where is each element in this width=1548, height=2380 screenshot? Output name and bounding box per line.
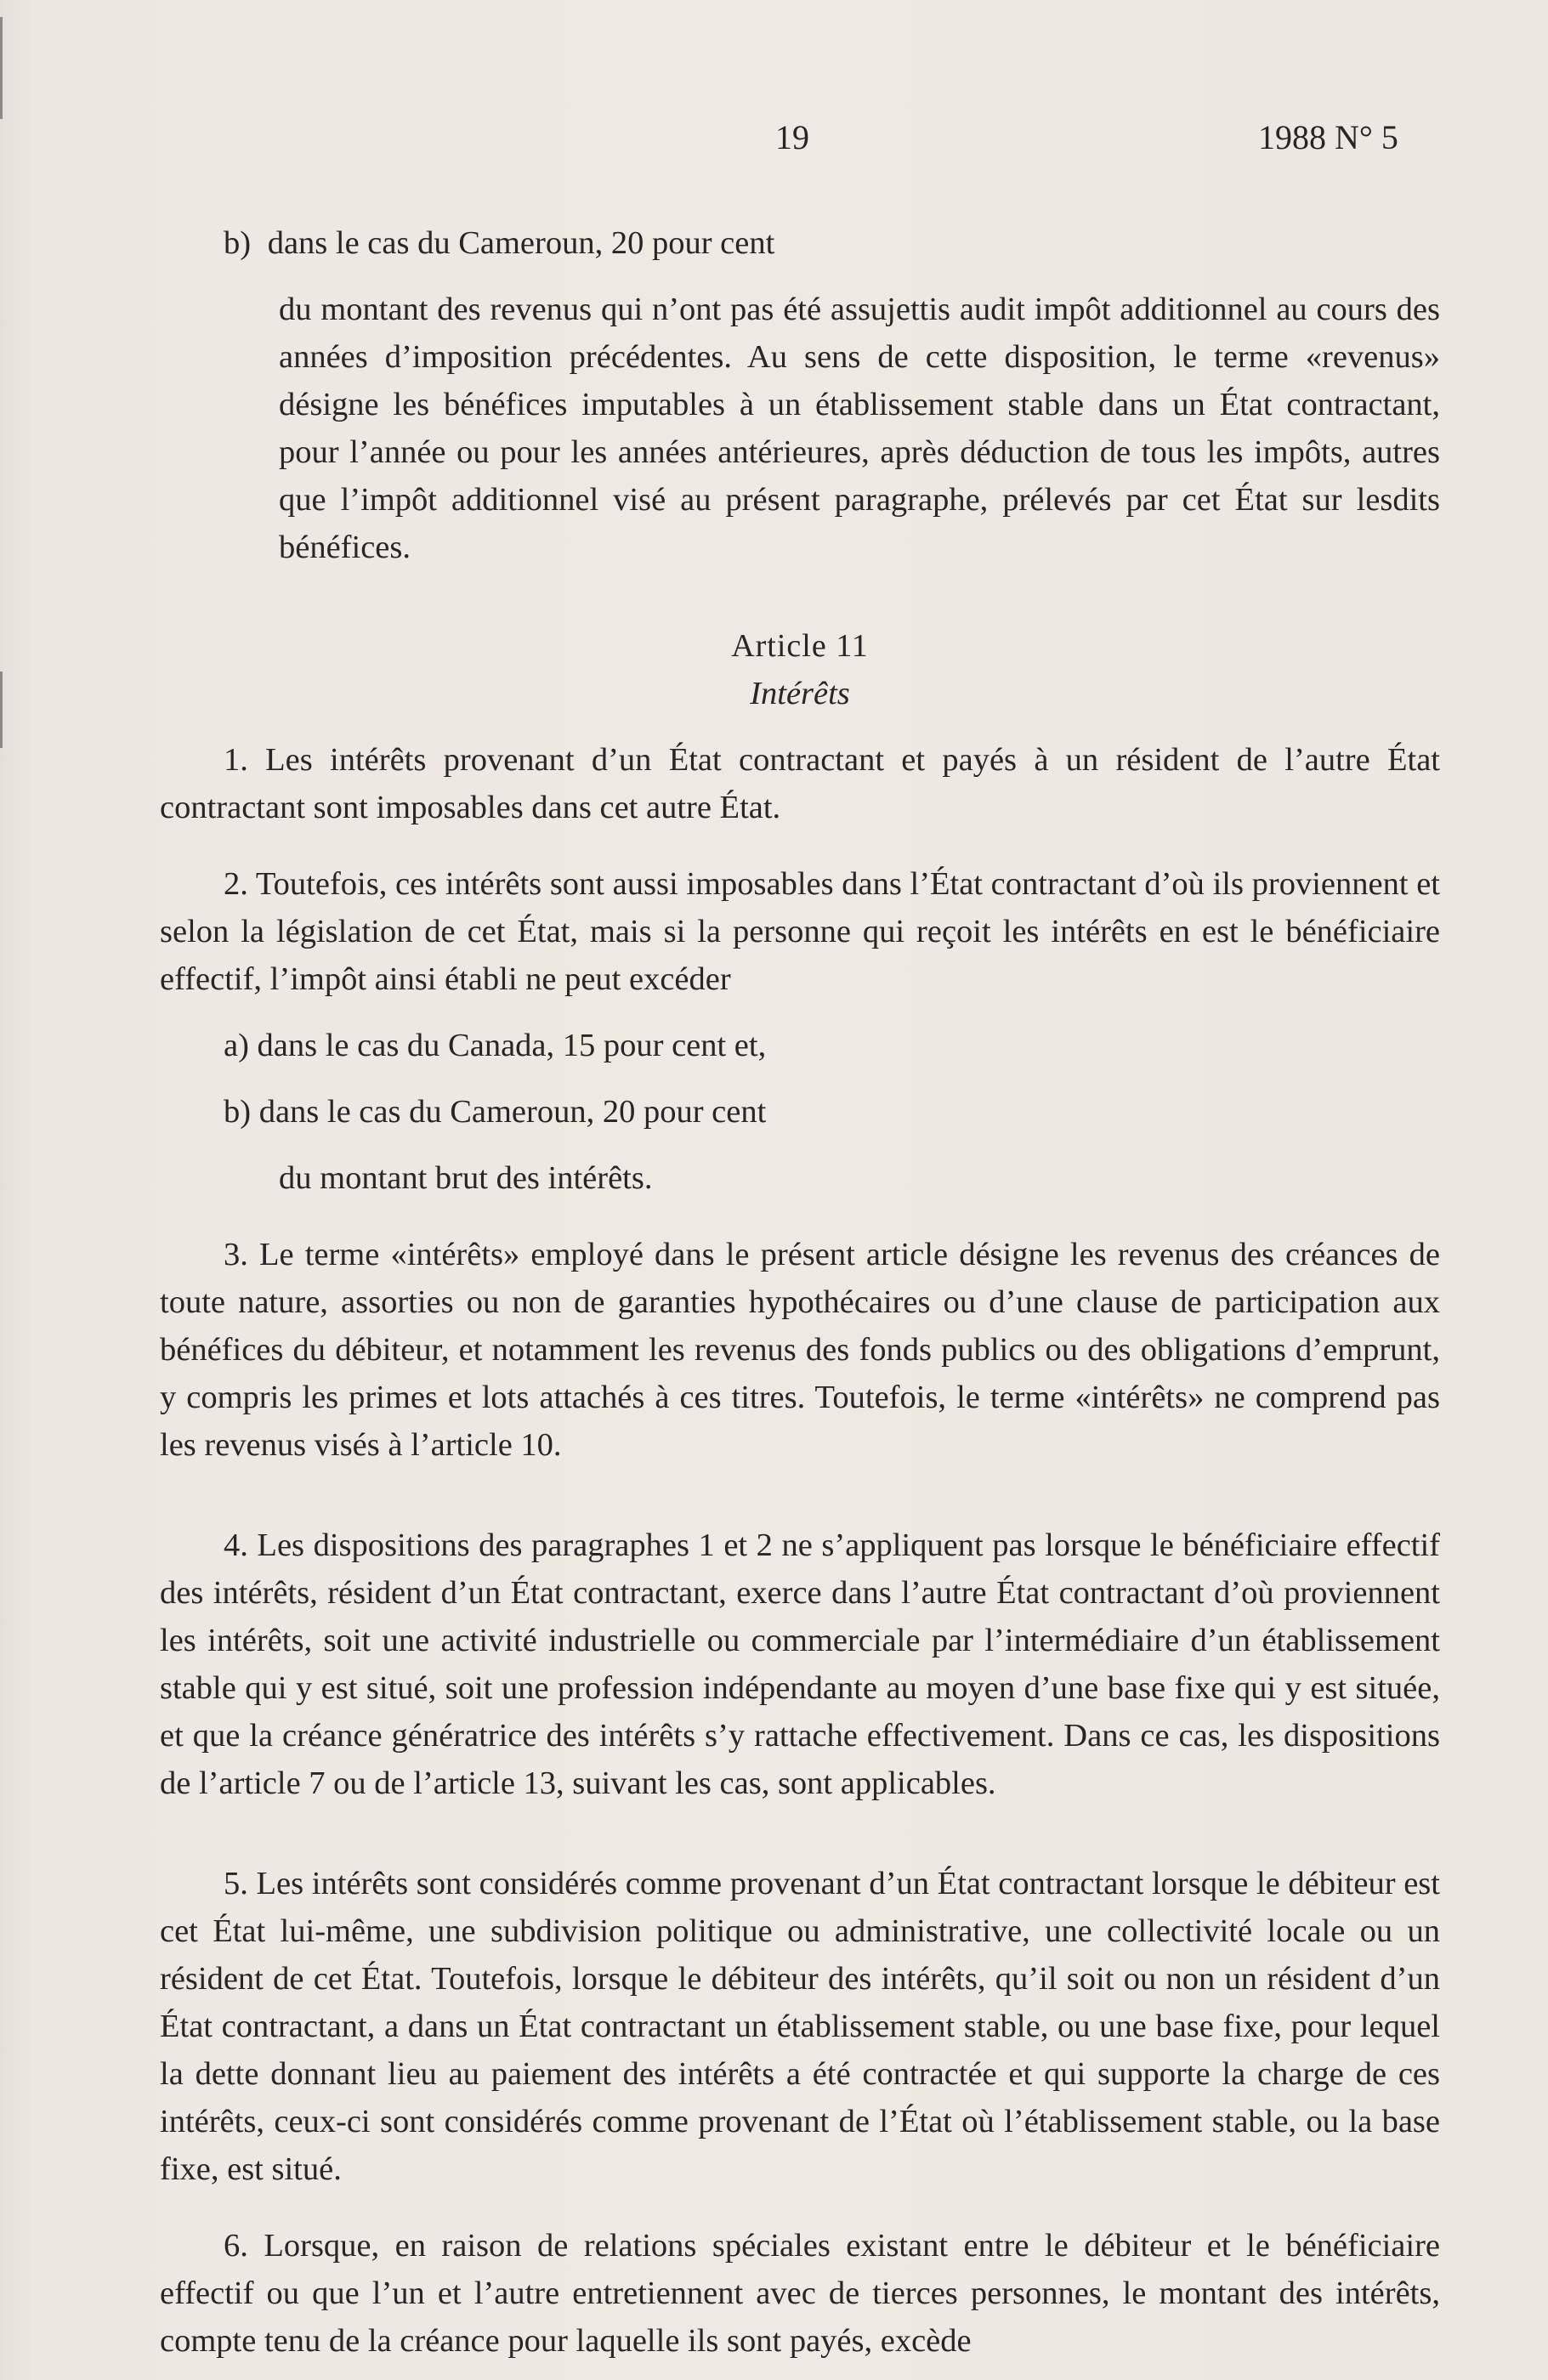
page-number: 19 bbox=[775, 118, 809, 156]
item-label: b) bbox=[224, 225, 252, 261]
paragraph-3: 3. Le terme «intérêts» employé dans le présent article désigne les revenus des créances de toute nature, assorties ou non de garanties hypothécaires ou d’une clause de participation aux bénéfices du débiteur, et notamment les revenus des fonds publics ou des obligations d’emprunt, y compris les primes et lots attachés à ces titres. Toutefois, le terme «intérêts» ne comprend pas les revenus visés à l’article 10. bbox=[160, 1237, 1440, 1463]
item-text: dans le cas du Cameroun, 20 pour cent bbox=[267, 225, 775, 261]
article-title: Intérêts bbox=[750, 676, 850, 711]
intro-item-b bbox=[224, 219, 1440, 267]
paragraph-5: 5. Les intérêts sont considérés comme provenant d’un État contractant lorsque le débiteur est cet État lui-même, une subdivision politique ou administrative, une collectivité locale ou un résident de cet État. Toutefois, lorsque le débiteur des intérêts, qu’il soit ou non un résident d’un État contractant, a dans un État contractant un établissement stable, ou une base fixe, pour lequel la dette donnant lieu au paiement des intérêts a été contractée et qui supporte la charge de ces intérêts, ceux-ci sont considérés comme provenant de l’État où l’établissement stable, ou la base fixe, est situé. bbox=[160, 1866, 1440, 2187]
paragraph-2-item-a: a) dans le cas du Canada, 15 pour cent et, bbox=[224, 1028, 767, 1063]
binding-edge-mark bbox=[0, 17, 3, 119]
page-header bbox=[0, 117, 1548, 168]
binding-edge-mark bbox=[0, 672, 3, 748]
paragraph-2-tail: du montant brut des intérêts. bbox=[279, 1160, 653, 1196]
paragraph-2: 2. Toutefois, ces intérêts sont aussi imposables dans l’État contractant d’où ils proviennent et selon la législation de cet État, mais si la personne qui reçoit les intérêts en est le bénéficiaire effectif, l’impôt ainsi établi ne peut excéder bbox=[160, 866, 1440, 997]
paragraph-1: 1. Les intérêts provenant d’un État contractant et payés à un résident de l’autre État contractant sont imposables dans cet autre État. bbox=[160, 742, 1440, 825]
paragraph-4: 4. Les dispositions des paragraphes 1 et 2 ne s’appliquent pas lorsque le bénéficiaire effectif des intérêts, résident d’un État contractant, exerce dans l’autre État contractant d’où proviennent les intérêts, soit une activité industrielle ou commerciale par l’intermédiaire d’un établissement stable qui y est situé, soit une profession indépendante au moyen d’une base fixe qui y est située, et que la créance génératrice des intérêts s’y rattache effectivement. Dans ce cas, les dispositions de l’article 7 ou de l’article 13, suivant les cas, sont applicables. bbox=[160, 1527, 1440, 1801]
intro-continuation: du montant des revenus qui n’ont pas été assujettis audit impôt additionnel au cours des années d’imposition précédentes. Au sens de cette disposition, le terme «revenus» désigne les bénéfices imputables à un établissement stable dans un État contractant, pour l’année ou pour les années antérieures, après déduction de tous les impôts, autres que l’impôt additionnel visé au présent paragraphe, prélevés par cet État sur lesdits bénéfices. bbox=[279, 292, 1440, 565]
article-heading: Article 11 bbox=[731, 628, 869, 664]
gazette-reference: 1988 N° 5 bbox=[1258, 118, 1398, 156]
paragraph-6: 6. Lorsque, en raison de relations spéciales existant entre le débiteur et le bénéficiaire effectif ou que l’un et l’autre entretiennent avec de tierces personnes, le montant des intérêts, compte tenu de la créance pour laquelle ils sont payés, excède bbox=[160, 2228, 1440, 2359]
paragraph-2-item-b: b) dans le cas du Cameroun, 20 pour cent bbox=[224, 1094, 767, 1130]
document-body bbox=[160, 219, 1440, 2365]
